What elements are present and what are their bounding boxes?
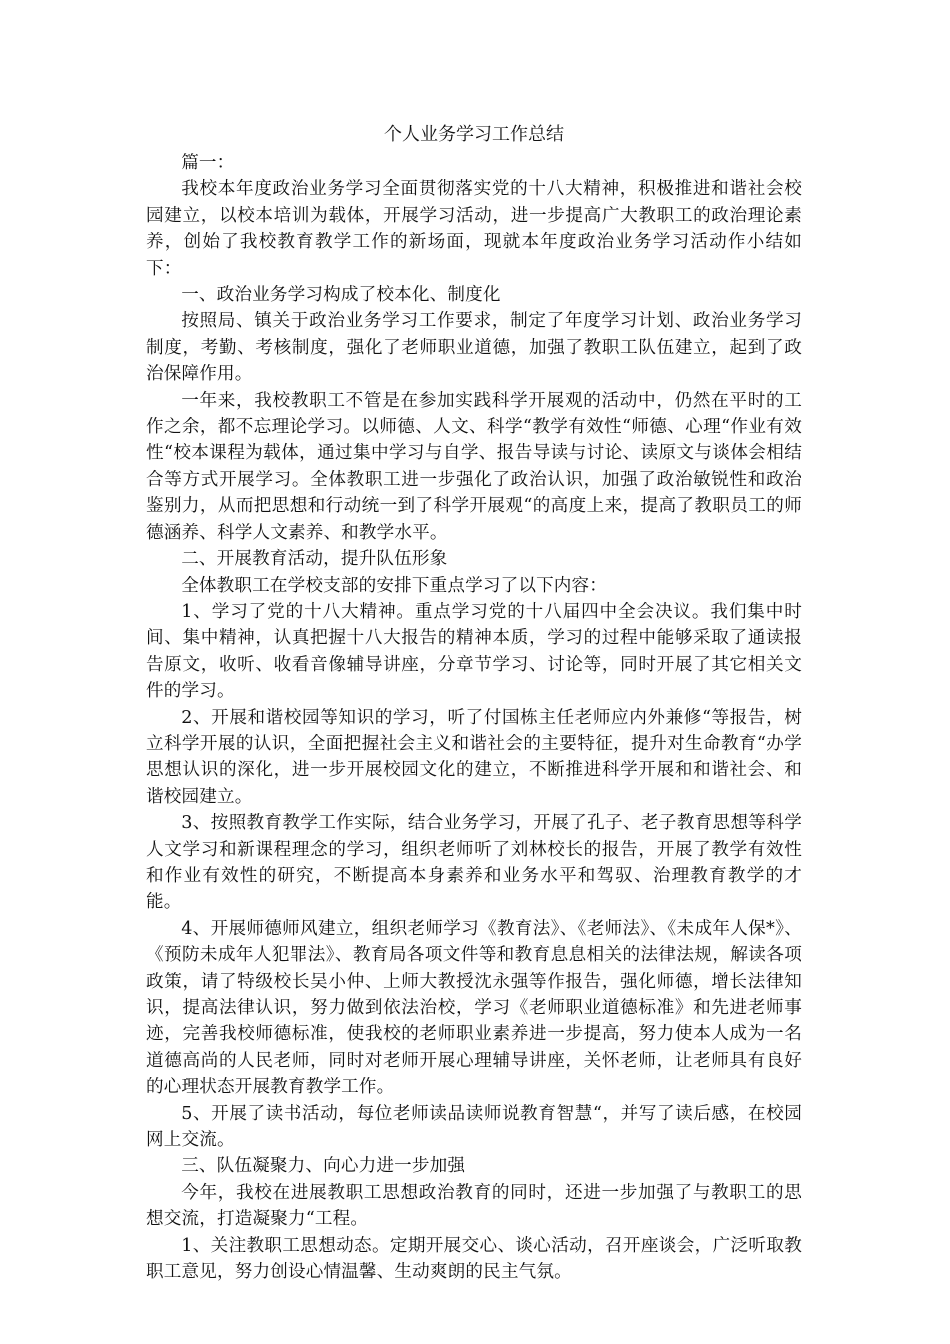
paragraph: 今年，我校在进展教职工思想政治教育的同时，还进一步加强了与教职工的思想交流，打造凝聚力“工程。 (146, 1182, 802, 1230)
heading-section-1: 一、政治业务学习构成了校本化、制度化 (181, 285, 501, 306)
list-item: 1、关注教职工思想动态。定期开展交心、谈心活动，召开座谈会，广泛听取教职工意见，努力创设心情温馨、生动爽朗的民主气氛。 (146, 1235, 802, 1283)
document-title: 个人业务学习工作总结 (384, 124, 564, 145)
paragraph: 全体教职工在学校支部的安排下重点学习了以下内容： (181, 575, 608, 596)
list-item: 3、按照教育教学工作实际，结合业务学习，开展了孔子、老子教育思想等科学人文学习和新课程理念的学习，组织老师听了刘林校长的报告，开展了教学有效性和作业有效性的研究，不断提高本身素养和业务水平和驾驭、治理教育教学的才能。 (146, 813, 802, 913)
list-item: 1、学习了党的十八大精神。重点学习党的十八届四中全会决议。我们集中时间、集中精神，认真把握十八大报告的精神本质，学习的过程中能够采取了通读报告原文，收听、收看音像辅导讲座，分章节学习、讨论等，同时开展了其它相关文件的学习。 (146, 601, 802, 702)
paragraph-section-label: 篇一： (181, 153, 235, 173)
paragraph-intro: 我校本年度政治业务学习全面贯彻落实党的十八大精神，积极推进和谐社会校园建立，以校本培训为载体，开展学习活动，进一步提高广大教职工的政治理论素养，创始了我校教育教学工作的新场面，现就本年度政治业务学习活动作小结如下： (146, 179, 802, 279)
heading-section-2: 二、开展教育活动，提升队伍形象 (181, 549, 448, 570)
paragraph: 一年来，我校教职工不管是在参加实践科学开展观的活动中，仍然在平时的工作之余，都不忘理论学习。以师德、人文、科学“教学有效性“师德、心理“作业有效性“校本课程为载体，通过集中学习与自学、报告导读与讨论、读原文与谈体会相结合等方式开展学习。全体教职工进一步强化了政治认识，加强了政治敏锐性和政治鉴别力，从而把思想和行动统一到了科学开展观“的高度上来，提高了教职员工的师德涵养、科学人文素养、和教学水平。 (146, 390, 802, 543)
list-item: 5、开展了读书活动，每位老师读品读师说教育智慧“，并写了读后感，在校园网上交流。 (146, 1103, 802, 1151)
list-item: 2、开展和谐校园等知识的学习，听了付国栋主任老师应内外兼修“等报告，树立科学开展的认识，全面把握社会主义和谐社会的主要特征，提升对生命教育“办学思想认识的深化，进一步开展校园文化的建立，不断推进科学开展和和谐社会、和谐校园建立。 (146, 707, 802, 807)
paragraph: 按照局、镇关于政治业务学习工作要求，制定了年度学习计划、政治业务学习制度，考勤、考核制度，强化了老师职业道德，加强了教职工队伍建立，起到了政治保障作用。 (146, 311, 802, 385)
list-item: 4、开展师德师风建立，组织老师学习《教育法》、《老师法》、《未成年人保*》、《预防未成年人犯罪法》、教育局各项文件等和教育息息相关的法律法规，解读各项政策，请了特级校长吴小仲、上师大教授沈永强等作报告，强化师德，增长法律知识，提高法律认识，努力做到依法治校，学习《老师职业道德标准》和先进老师事迹，完善我校师德标准，使我校的老师职业素养进一步提高，努力使本人成为一名道德高尚的人民老师，同时对老师开展心理辅导讲座，关怀老师，让老师具有良好的心理状态开展教育教学工作。 (146, 918, 802, 1098)
document-page (146, 122, 802, 1285)
heading-section-3: 三、队伍凝聚力、向心力进一步加强 (181, 1156, 466, 1177)
